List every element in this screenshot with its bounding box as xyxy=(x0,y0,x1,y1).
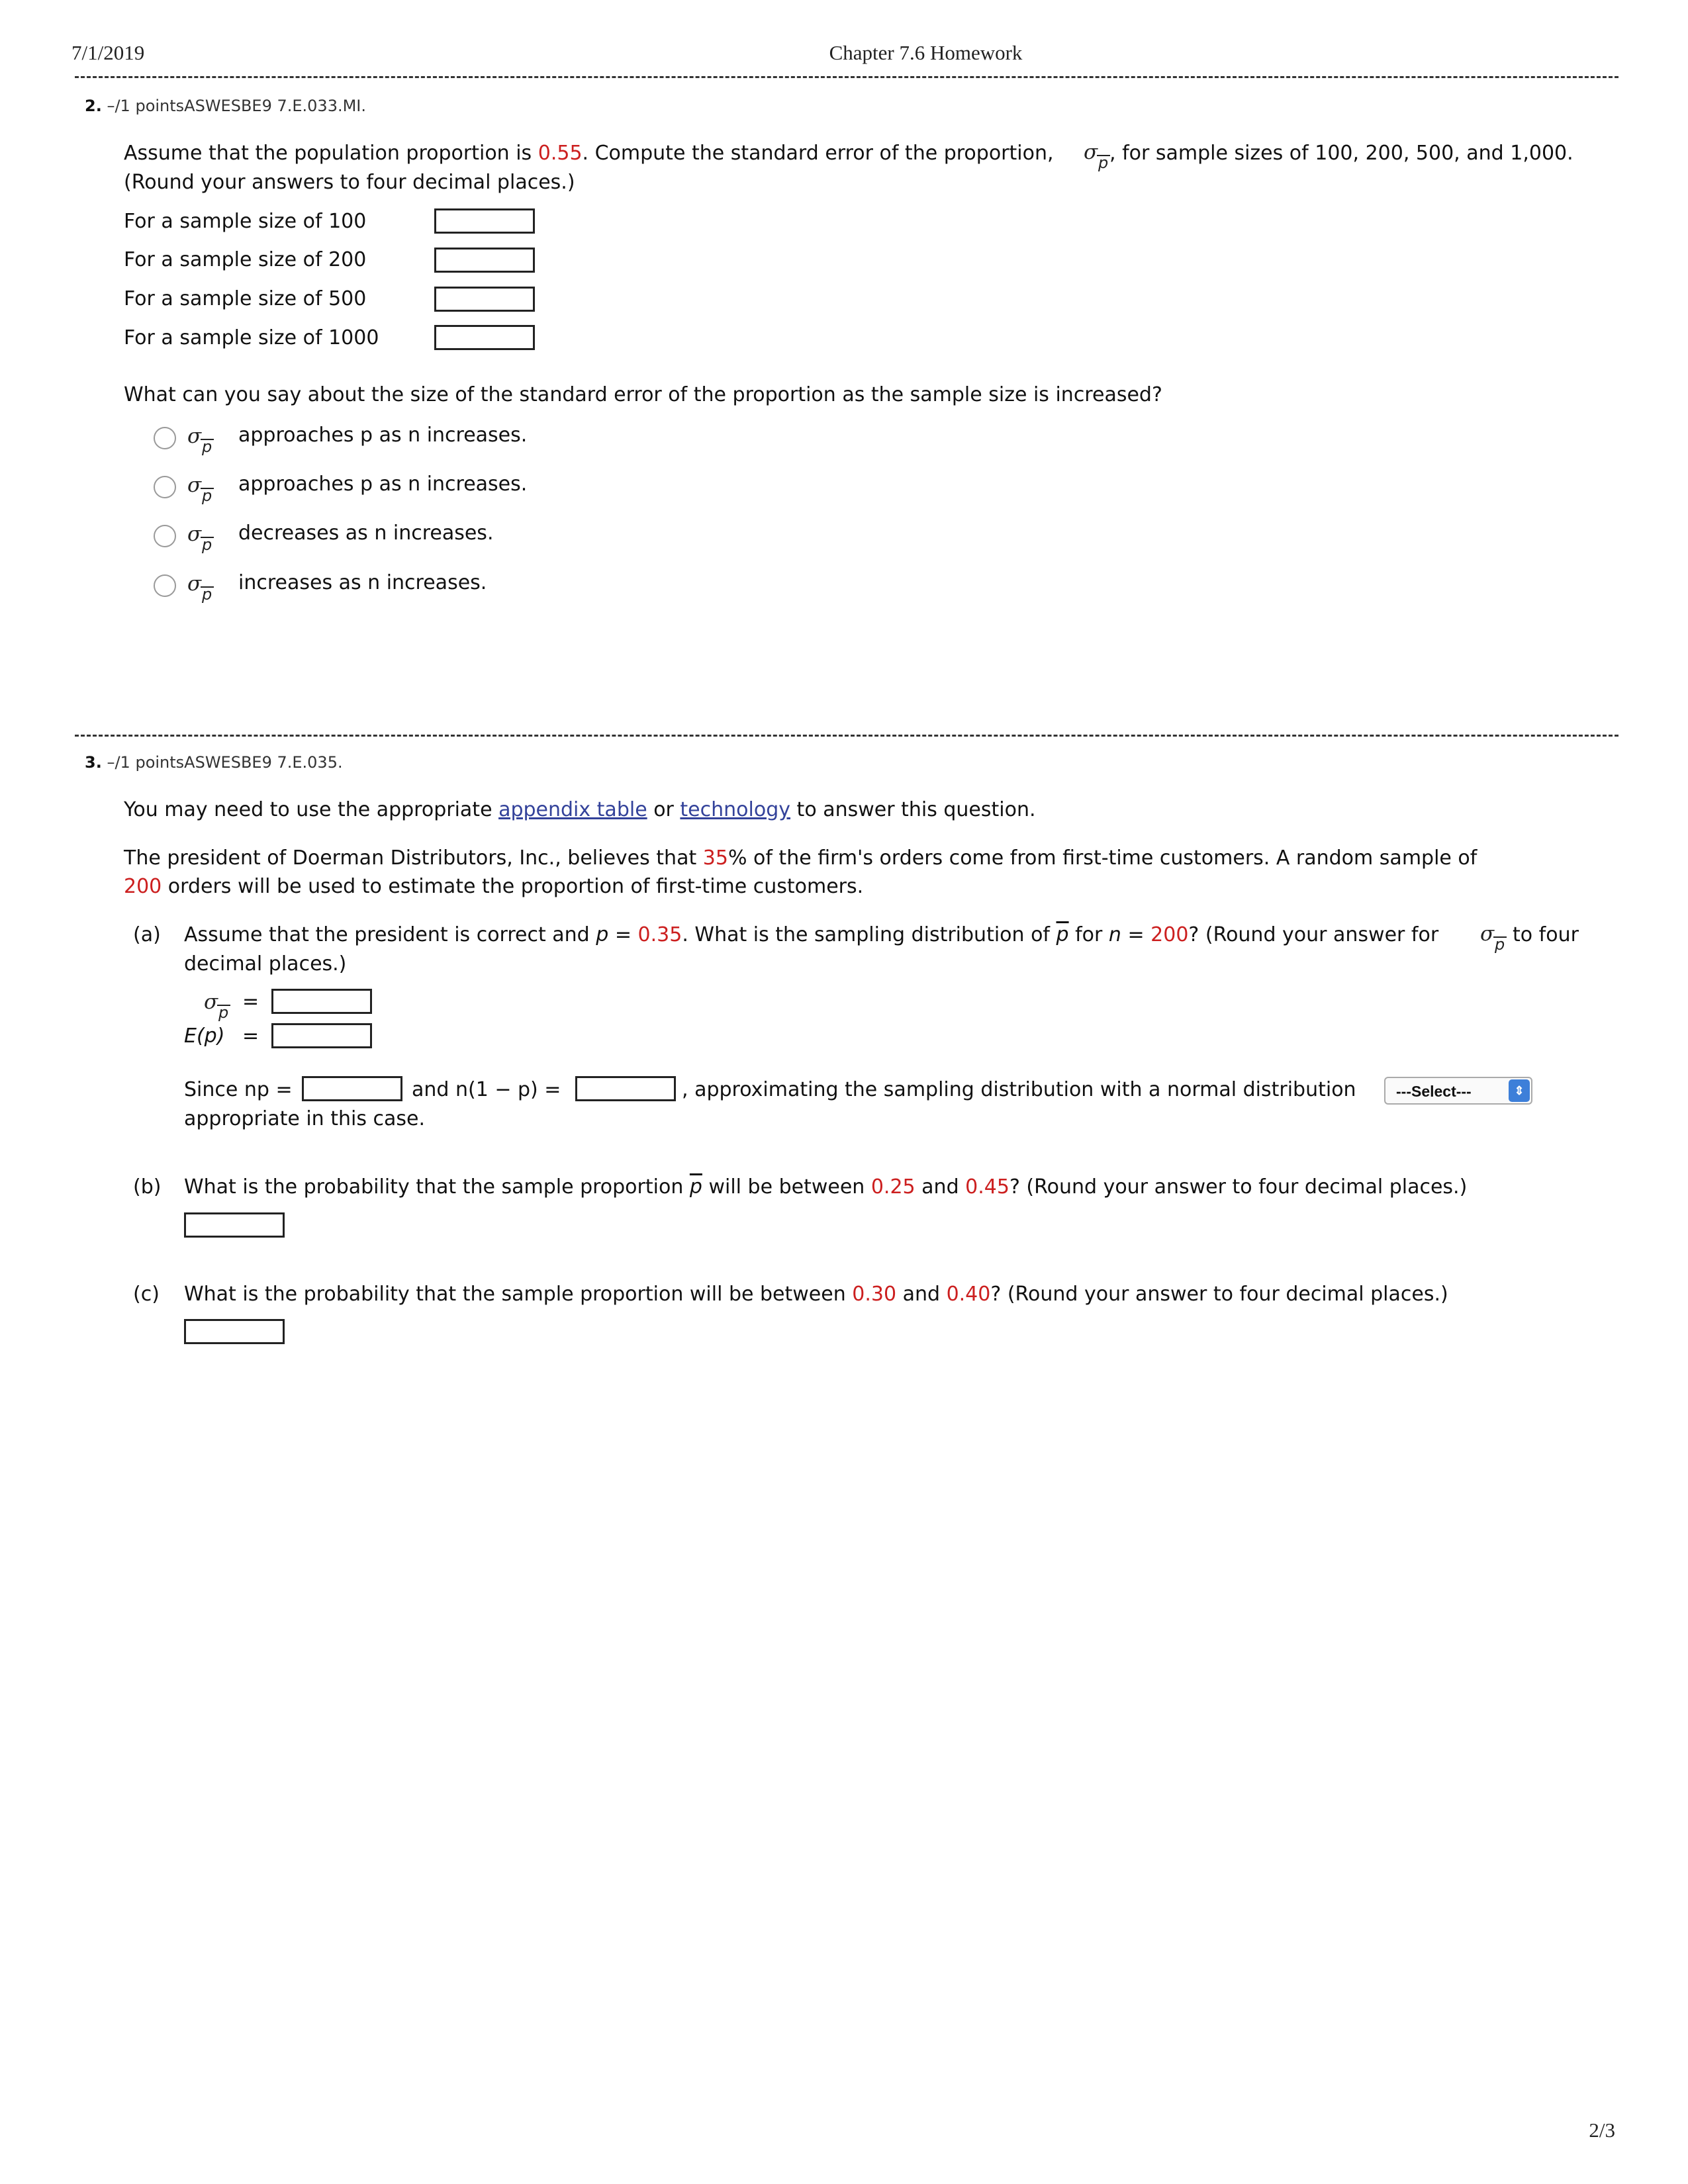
part-c-and: and xyxy=(896,1283,947,1306)
part-c-text xyxy=(184,1280,1448,1309)
part-a-p-value: 0.35 xyxy=(637,923,682,946)
chevron-updown-icon: ⇕ xyxy=(1509,1079,1530,1102)
sigma-pbar-symbol: σ p xyxy=(187,522,201,546)
q2-intro xyxy=(124,139,1054,168)
sigma-pbar-symbol: σ p xyxy=(187,572,201,596)
q3-points: –/1 pointsASWESBE9 7.E.035. xyxy=(107,753,343,772)
equals-sign: = xyxy=(242,990,259,1013)
sigma-pbar-symbol: σ p xyxy=(187,473,201,497)
q2-intro-text2: . Compute the standard error of the proportion, xyxy=(582,142,1054,165)
q3-percent-value: 35 xyxy=(702,846,728,870)
q2-size-label: For a sample size of 200 xyxy=(124,248,367,271)
q2-intro-tail: , for sample sizes of 100, 200, 500, and 1,000. xyxy=(1109,142,1573,165)
part-a-text1: Assume that the president is correct and xyxy=(184,923,596,946)
sigma-pbar-symbol: σ p xyxy=(1084,140,1098,164)
q2-intro-text: Assume that the population proportion is xyxy=(124,142,538,165)
q2-option-2-radio[interactable] xyxy=(154,476,176,498)
part-b-value2: 0.45 xyxy=(965,1175,1009,1199)
approx-text: , approximating the sampling distribution with a normal distribution xyxy=(682,1078,1356,1101)
n1p-input[interactable] xyxy=(575,1076,676,1101)
part-b-text2: will be between xyxy=(702,1175,871,1199)
ep-input[interactable] xyxy=(271,1023,372,1048)
part-a-n-value: 200 xyxy=(1150,923,1189,946)
select-value: ---Select--- xyxy=(1396,1083,1472,1100)
part-b-value1: 0.25 xyxy=(870,1175,915,1199)
technology-link[interactable]: technology xyxy=(680,798,791,821)
part-a-label: (a) xyxy=(133,923,161,946)
part-a-text3: ? (Round your answer for xyxy=(1188,923,1439,946)
part-b-and: and xyxy=(915,1175,966,1199)
since-np-label: Since np = xyxy=(184,1078,293,1101)
q3-body-line1 xyxy=(124,844,1477,873)
q2-option-3-label: decreases as n increases. xyxy=(238,522,494,545)
q2-answer-200-input[interactable] xyxy=(434,248,535,273)
page-title: Chapter 7.6 Homework xyxy=(829,41,1023,64)
q2-answer-1000-input[interactable] xyxy=(434,325,535,350)
divider xyxy=(75,76,1618,78)
and-n1p-label: and n(1 − p) = xyxy=(412,1078,561,1101)
q2-option-2-label: approaches p as n increases. xyxy=(238,473,528,496)
q3-body-text2: % of the firm's orders come from first-time customers. A random sample of xyxy=(727,846,1477,870)
q2-size-label: For a sample size of 1000 xyxy=(124,326,379,349)
part-b-answer-input[interactable] xyxy=(184,1212,285,1238)
page-number: 2/3 xyxy=(1589,2118,1615,2142)
q3-body-text3: orders will be used to estimate the proportion of first-time customers. xyxy=(162,875,864,898)
part-a-text2: . What is the sampling distribution of xyxy=(682,923,1056,946)
part-c-text2: ? (Round your answer to four decimal places.) xyxy=(990,1283,1448,1306)
q3-note-tail: to answer this question. xyxy=(790,798,1036,821)
sigma-pbar-symbol: σ p xyxy=(187,424,201,448)
divider xyxy=(75,735,1618,737)
ep-label: E(p) xyxy=(184,1024,225,1048)
q3-body-text: The president of Doerman Distributors, Inc., believes that xyxy=(124,846,703,870)
q2-round-note: (Round your answers to four decimal places.) xyxy=(124,171,575,194)
part-a-text: Assume that the president is correct and p = 0.35. What is the sampling distribution of $\overline{p}$ for n = 200? (Round your answer for xyxy=(184,923,1439,946)
q2-size-label: For a sample size of 500 xyxy=(124,287,367,310)
part-a-text5: decimal places.) xyxy=(184,952,347,976)
q2-header xyxy=(85,97,366,115)
q2-answer-500-input[interactable] xyxy=(434,287,535,312)
equals-sign: = xyxy=(242,1024,259,1048)
sigma-pbar-symbol: σ p xyxy=(204,990,218,1014)
part-c-value2: 0.40 xyxy=(946,1283,991,1306)
q2-question: What can you say about the size of the standard error of the proportion as the sample size is increased? xyxy=(124,383,1162,406)
np-input[interactable] xyxy=(302,1076,402,1101)
q2-option-4-label: increases as n increases. xyxy=(238,571,487,594)
q3-header xyxy=(85,753,343,772)
q2-option-1-label: approaches p as n increases. xyxy=(238,424,528,447)
part-b-label: (b) xyxy=(133,1175,162,1199)
q2-proportion: 0.55 xyxy=(538,142,583,165)
q3-number: 3. xyxy=(85,753,102,772)
q3-body-line2 xyxy=(124,872,863,901)
sigma-pbar-symbol: σ p xyxy=(1480,922,1494,946)
q2-number: 2. xyxy=(85,97,102,115)
q3-note-text: You may need to use the appropriate xyxy=(124,798,499,821)
part-a-text4: to four xyxy=(1513,923,1579,946)
part-b-text3: ? (Round your answer to four decimal places.) xyxy=(1009,1175,1468,1199)
appropriateness-select[interactable] xyxy=(1384,1077,1532,1105)
q2-option-3-radio[interactable] xyxy=(154,525,176,547)
q3-note xyxy=(124,796,1036,825)
q2-option-1-radio[interactable] xyxy=(154,427,176,449)
part-c-text1: What is the probability that the sample proportion will be between xyxy=(184,1283,853,1306)
q2-points: –/1 pointsASWESBE9 7.E.033.MI. xyxy=(107,97,367,115)
q3-note-or: or xyxy=(647,798,680,821)
part-b-text: What is the probability that the sample proportion $\overline{p}$ will be between 0.25 and 0.45? (Round your answer to four decimal places.) xyxy=(184,1175,1468,1199)
page-date: 7/1/2019 xyxy=(71,41,145,64)
part-c-value1: 0.30 xyxy=(852,1283,897,1306)
appendix-table-link[interactable]: appendix table xyxy=(498,798,647,821)
q2-answer-100-input[interactable] xyxy=(434,208,535,234)
q2-size-label: For a sample size of 100 xyxy=(124,210,367,233)
sigma-pbar-input[interactable] xyxy=(271,989,372,1014)
q3-sample-size-value: 200 xyxy=(124,875,162,898)
part-c-label: (c) xyxy=(133,1283,160,1306)
appropriate-text: appropriate in this case. xyxy=(184,1107,426,1130)
part-c-answer-input[interactable] xyxy=(184,1319,285,1344)
part-b-text1: What is the probability that the sample proportion xyxy=(184,1175,690,1199)
q2-option-4-radio[interactable] xyxy=(154,574,176,597)
